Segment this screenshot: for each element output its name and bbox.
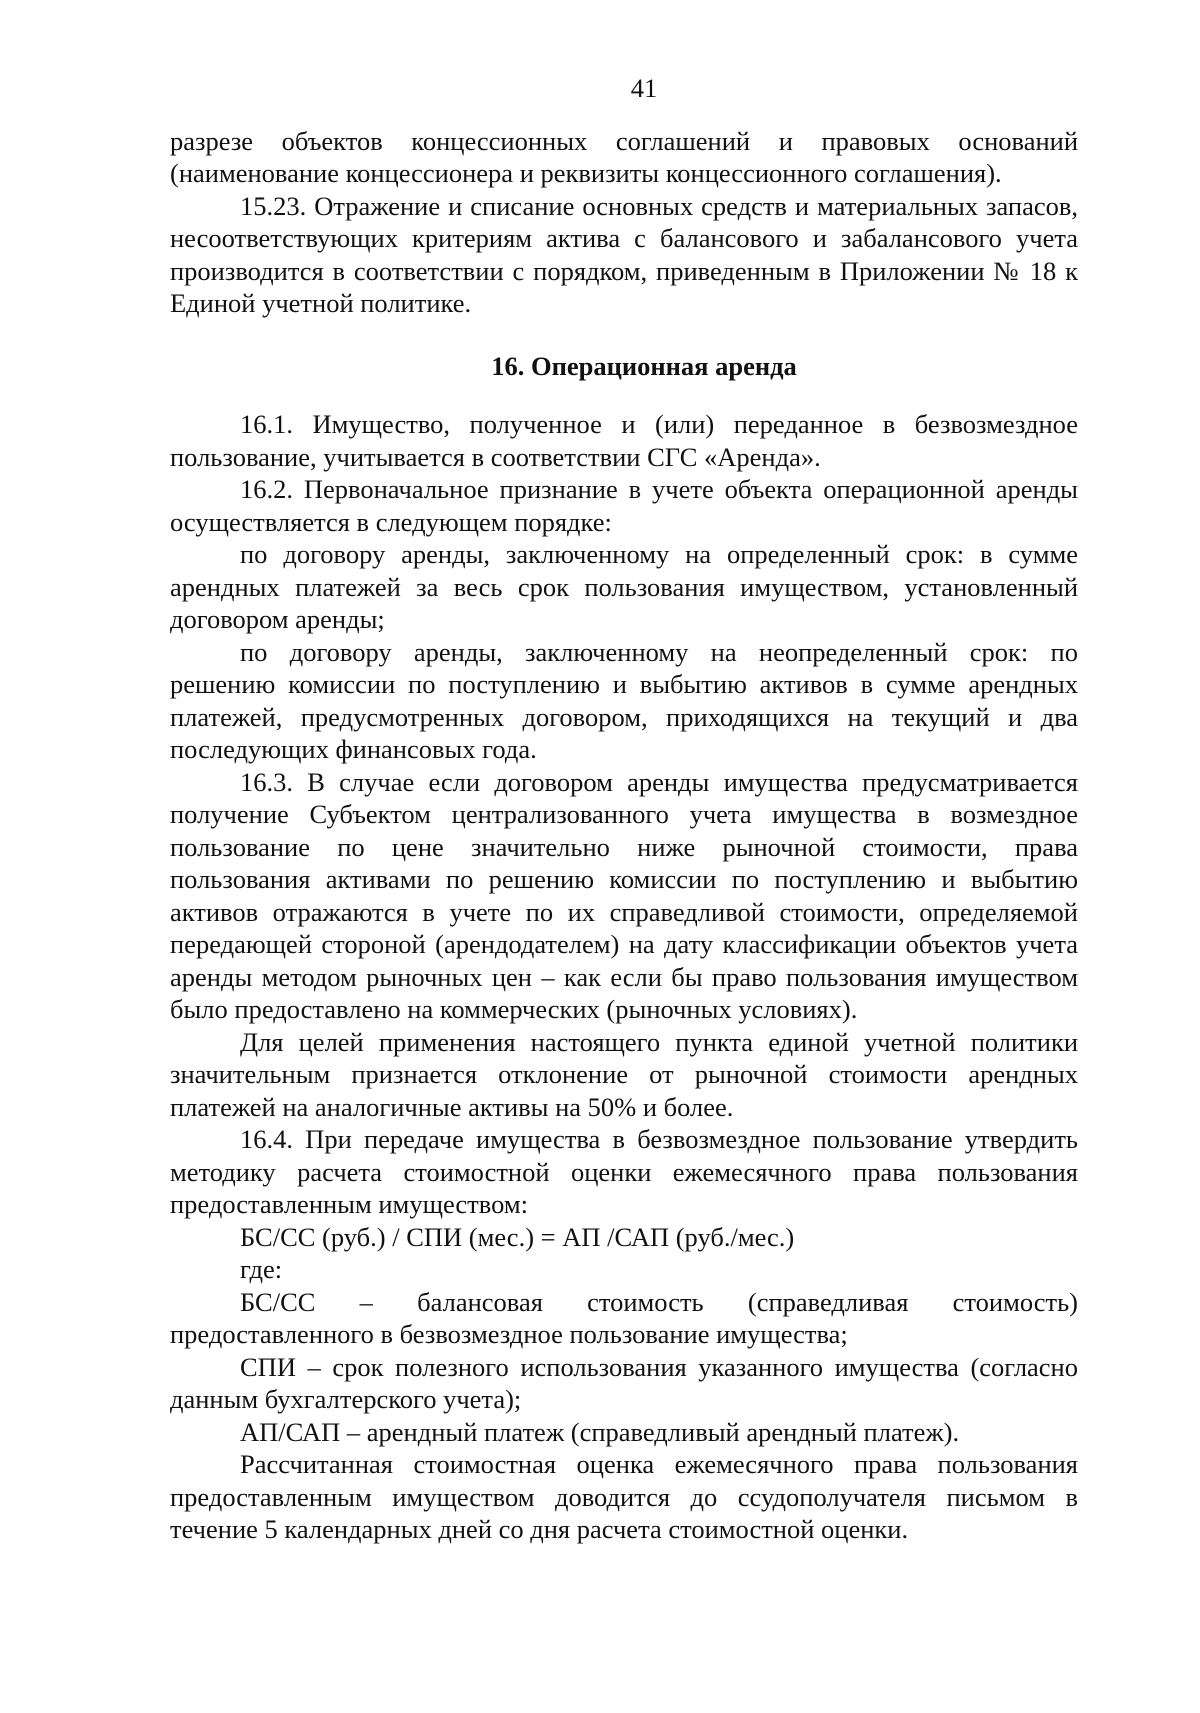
paragraph-fixed-term: по договору аренды, заключенному на определенный срок: в сумме арендных платежей за весь срок пользования имуществом, установленный договором аренды; xyxy=(170,539,1078,634)
paragraph-15-23: 15.23. Отражение и списание основных средств и материальных запасов, несоответствующих критериям актива с балансового и забалансового учета производится в соответствии с порядком, приведенным в Приложении № 18 к Единой учетной политике. xyxy=(170,190,1078,318)
page-number: 41 xyxy=(630,73,658,103)
paragraph-conclusion: Рассчитанная стоимостная оценка ежемесячного права пользования предоставленным имуществом доводится до ссудополучателя письмом в течение 5 календарных дней со дня расчета стоимостной оценки. xyxy=(170,1449,1078,1544)
formula-line: БС/СС (руб.) / СПИ (мес.) = АП /САП (руб./мес.) xyxy=(240,1221,795,1252)
paragraph-continuation: разрезе объектов концессионных соглашений и правовых оснований (наименование концессионера и реквизиты концессионного соглашения). xyxy=(170,125,1078,188)
paragraph-16-1: 16.1. Имущество, полученное и (или) переданное в безвозмездное пользование, учитывается в соответствии СГС «Аренда». xyxy=(170,409,1078,472)
paragraph-16-4: 16.4. При передаче имущества в безвозмездное пользование утвердить методику расчета стоимостной оценки ежемесячного права пользования предоставленным имуществом: xyxy=(170,1124,1078,1219)
section-heading: 16. Операционная аренда xyxy=(491,350,797,381)
paragraph-16-3: 16.3. В случае если договором аренды имущества предусматривается получение Субъектом централизованного учета имущества в возмездное пользование по цене значительно ниже рыночной стоимости, права пользования активами по решению комиссии по поступлению и выбытию активов отражаются в учете по их справедливой стоимости, определяемой передающей стороной (арендодателем) на дату классификации объектов учета аренды методом рыночных цен – как если бы право пользования имуществом было предоставлено на коммерческих (рыночных условиях). xyxy=(170,766,1078,1024)
formula-where: где: xyxy=(240,1254,283,1284)
paragraph-significance: Для целей применения настоящего пункта единой учетной политики значительным признается отклонение от рыночной стоимости арендных платежей на аналогичные активы на 50% и более. xyxy=(170,1026,1078,1122)
document-page xyxy=(170,72,1078,1546)
paragraph-16-2: 16.2. Первоначальное признание в учете объекта операционной аренды осуществляется в следующем порядке: xyxy=(170,474,1078,537)
definition-ap-sap: АП/САП – арендный платеж (справедливый арендный платеж). xyxy=(240,1416,960,1447)
paragraph-indefinite-term: по договору аренды, заключенному на неопределенный срок: по решению комиссии по поступлению и выбытию активов в сумме арендных платежей, предусмотренных договором, приходящихся на текущий и два последующих финансовых года. xyxy=(170,636,1078,764)
definition-bs-ss: БС/СС – балансовая стоимость (справедливая стоимость) предоставленного в безвозмездное пользование имущества; xyxy=(170,1286,1078,1349)
definition-spi: СПИ – срок полезного использования указанного имущества (согласно данным бухгалтерского учета); xyxy=(170,1351,1078,1414)
